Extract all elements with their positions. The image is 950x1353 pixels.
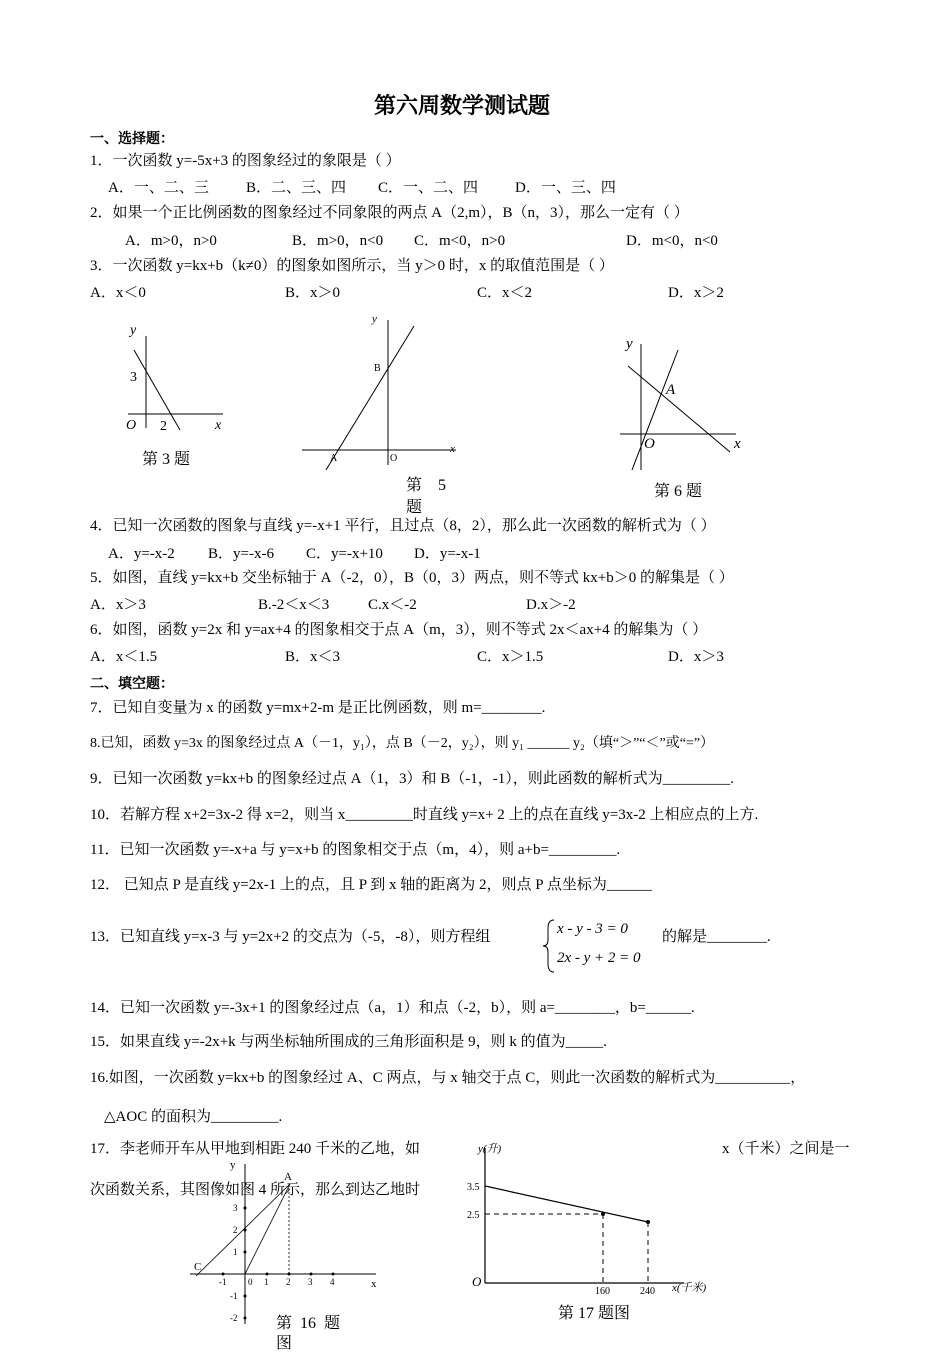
q6-text: 6．如图，函数 y=2x 和 y=ax+4 的图象相交于点 A（m，3），则不等式 2x＜ax+4 的解集为（ ） [90,622,708,638]
q17-line2: 次函数关系，其图像如图 4 所示，那么到达乙地时 [90,1182,421,1198]
figure-q16 [188,1156,388,1334]
fig16-grid-dots [222,1207,335,1320]
fig16-point-c-label: C [194,1261,202,1273]
fig16-tick-x: 1 [264,1277,269,1287]
fig5-caption-line1: 第 5 [406,477,447,494]
fig16-tick-y: 3 [233,1203,238,1213]
figure-q5 [298,310,468,470]
fig16-y-label: y [230,1159,236,1171]
section-fill: 二、填空题： [90,676,174,692]
fig16-x-label: x [371,1278,377,1290]
fig16-caption-line2: 图 [276,1335,293,1352]
section-choice: 一、选择题： [90,131,174,147]
fig16-tick-x: -1 [219,1277,227,1287]
figure-q17 [452,1138,712,1298]
page-title: 第六周数学测试题 [374,94,551,119]
q3-option-c: C．x＜2 [477,285,533,301]
q13-equation-2: 2x - y + 2 = 0 [557,950,641,966]
fig17-tick-y: 3.5 [467,1182,480,1193]
q1-text: 1．一次函数 y=-5x+3 的图象经过的象限是（ ） [90,153,401,169]
q5-option-a: A．x＞3 [90,597,146,613]
q9-text: 9．已知一次函数 y=kx+b 的图象经过点 A（1，3）和 B（-1，-1），则此函数的解析式为_________. [90,771,734,787]
q16-line2: △AOC 的面积为_________. [104,1109,283,1125]
fig16-line-oa [245,1184,290,1274]
q12-text: 12． 已知点 P 是直线 y=2x-1 上的点，且 P 到 x 轴的距离为 2，则点 P 点坐标为______ [90,877,652,893]
q8-text: 8.已知，函数 y=3x 的图象经过点 A（－1，y₁），点 B（－2，y₂），则 y₁ ______ y₂（填“＞”“＜”或“=”） [90,736,715,751]
fig17-y-label: y(升) [478,1143,502,1155]
q14-text: 14．已知一次函数 y=-3x+1 的图象经过点（a，1）和点（-2，b），则 a=________，b=______. [90,1000,695,1016]
fig17-x-label: x(千米) [672,1282,707,1294]
fig5-line [326,326,414,470]
fig17-point-240 [646,1220,650,1224]
q3-option-b: B．x＞0 [285,285,341,301]
fig17-tick-x: 240 [640,1286,655,1297]
fig5-origin-label: O [390,453,398,464]
q16-line1: 16.如图，一次函数 y=kx+b 的图象经过 A、C 两点，与 x 轴交于点 C，则此一次函数的解析式为__________， [90,1070,806,1086]
fig6-origin-label: O [644,436,655,452]
fig3-x-label: x [215,418,222,433]
q4-option-c: C．y=-x+10 [306,546,383,562]
q6-option-c: C．x＞1.5 [477,649,544,665]
q1-option-d: D．一、三、四 [515,180,616,196]
q2-option-d: D．m<0，n<0 [626,233,718,249]
q2-option-a: A．m>0，n>0 [125,233,217,249]
q4-option-a: A．y=-x-2 [108,546,175,562]
q13-brace [542,918,556,974]
q5-option-b: B.-2＜x＜3 [258,597,330,613]
fig16-tick-y: -1 [230,1291,238,1301]
fig16-tick-x: 3 [308,1277,313,1287]
fig16-point-a-label: A [284,1171,292,1183]
fig17-point-160 [601,1212,605,1216]
q13-text: 13．已知直线 y=x-3 与 y=2x+2 的交点为（-5，-8），则方程组 [90,929,491,945]
fig16-line-ca [196,1184,290,1276]
q6-option-b: B．x＜3 [285,649,341,665]
q6-option-a: A．x＜1.5 [90,649,158,665]
q5-option-d: D.x＞-2 [526,597,576,613]
q1-option-c: C．一、二、四 [378,180,479,196]
q10-text: 10．若解方程 x+2=3x-2 得 x=2，则当 x_________时直线 y=x+ 2 上的点在直线 y=3x-2 上相应点的上方. [90,807,759,823]
q3-option-d: D．x＞2 [668,285,724,301]
fig17-tick-x: 160 [595,1286,610,1297]
q4-option-b: B．y=-x-6 [208,546,274,562]
fig3-y-label: y [130,323,137,338]
fig5-x-label: x [450,443,455,455]
fig16-tick-x: 0 [248,1277,253,1287]
q5-option-c: C.x＜-2 [368,597,417,613]
fig6-caption: 第 6 题 [654,483,703,500]
fig3-line [134,350,180,430]
q15-text: 15．如果直线 y=-2x+k 与两坐标轴所围成的三角形面积是 9，则 k 的值为_____. [90,1034,607,1050]
q4-option-d: D．y=-x-1 [414,546,481,562]
fig5-point-b-label: B [374,363,381,374]
fig3-y-intercept-label: 3 [130,370,137,385]
figure-q6 [618,330,758,480]
q1-option-b: B．二、三、四 [246,180,347,196]
fig5-y-label: y [372,313,377,325]
q17-line1-start: 17．李老师开车从甲地到相距 240 千米的乙地，如 [90,1141,421,1157]
q7-text: 7．已知自变量为 x 的函数 y=mx+2-m 是正比例函数，则 m=________. [90,700,546,716]
q2-option-b: B．m>0，n<0 [292,233,384,249]
fig6-point-a-label: A [666,382,676,398]
fig16-tick-x: 2 [286,1277,291,1287]
q13-equation-1: x - y - 3 = 0 [557,921,628,937]
fig5-caption-line2: 题 [406,499,423,516]
fig16-tick-y: -2 [230,1313,238,1323]
q17-line1-end: x（千米）之间是一 [722,1141,850,1157]
fig6-y-label: y [626,336,633,352]
fig17-tick-y: 2.5 [467,1210,480,1221]
fig6-x-label: x [734,436,741,452]
q3-text: 3．一次函数 y=kx+b（k≠0）的图象如图所示，当 y＞0 时，x 的取值范围是（ ） [90,258,614,274]
q5-text: 5．如图，直线 y=kx+b 交坐标轴于 A（-2，0），B（0，3）两点，则不等式 kx+b＞0 的解集是（ ） [90,570,734,586]
q13-tail: 的解是________. [662,929,771,945]
figure-q3 [118,318,238,438]
fig17-line [485,1186,648,1222]
fig16-caption-line1: 第 16 题 [276,1315,341,1332]
fig3-caption: 第 3 题 [142,451,191,468]
fig3-x-intercept-label: 2 [160,419,167,434]
q3-option-a: A．x＜0 [90,285,146,301]
fig16-tick-y: 2 [233,1225,238,1235]
q2-text: 2．如果一个正比例函数的图象经过不同象限的两点 A（2,m），B（n，3），那么一定有（ ） [90,205,689,221]
fig16-tick-x: 4 [330,1277,335,1287]
fig6-line-steep [632,350,678,470]
fig17-origin-label: O [472,1274,482,1289]
fig5-point-a-label: A [330,453,338,464]
q2-option-c: C．m<0，n>0 [414,233,506,249]
fig3-origin-label: O [126,418,137,433]
q11-text: 11．已知一次函数 y=-x+a 与 y=x+b 的图象相交于点（m，4），则 a+b=_________. [90,842,621,858]
q6-option-d: D．x＞3 [668,649,724,665]
q1-option-a: A．一、二、三 [108,180,209,196]
fig17-caption: 第 17 题图 [558,1305,631,1322]
q4-text: 4．已知一次函数的图象与直线 y=-x+1 平行，且过点（8，2），那么此一次函数的解析式为（ ） [90,518,716,534]
fig16-tick-y: 1 [233,1247,238,1257]
